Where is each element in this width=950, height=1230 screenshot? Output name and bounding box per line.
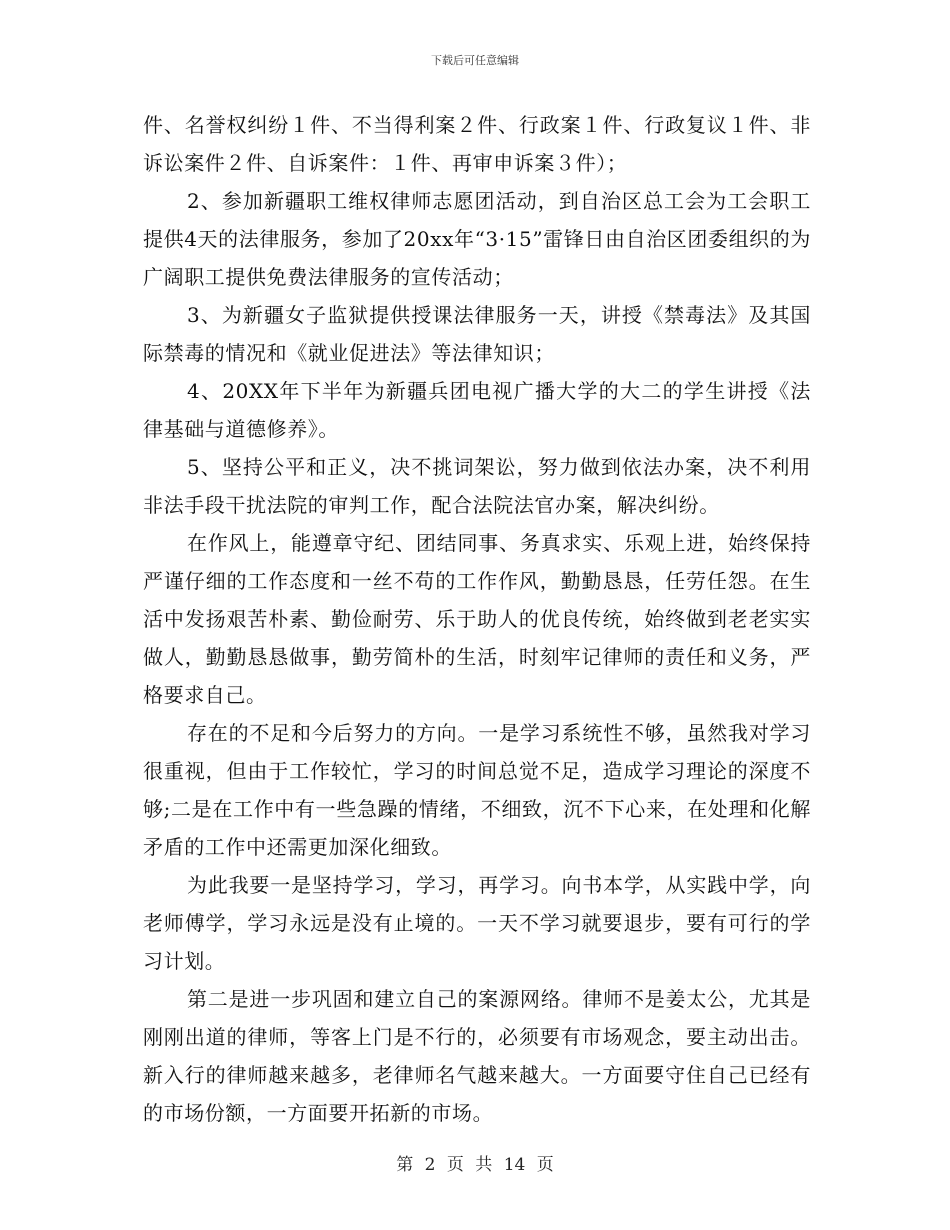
document-body <box>143 106 811 1132</box>
paragraph: 2、参加新疆职工维权律师志愿团活动，到自治区总工会为工会职工提供4天的法律服务，参加了20xx年“3·15”雷锋日由自治区团委组织的为广阔职工提供免费法律服务的宣传活动； <box>143 189 811 289</box>
paragraph: 3、为新疆女子监狱提供授课法律服务一天，讲授《禁毒法》及其国际禁毒的情况和《就业促进法》等法律知识； <box>143 303 811 365</box>
paragraph: 4、20XX年下半年为新疆兵团电视广播大学的大二的学生讲授《法律基础与道德修养》。 <box>143 379 811 441</box>
page-number-footer: 第 2 页 共 14 页 <box>396 1155 554 1175</box>
paragraph: 件、名誉权纠纷１件、不当得利案２件、行政案１件、行政复议１件、非诉讼案件２件、自诉案件：１件、再审申诉案３件）； <box>143 113 811 175</box>
page-header: 下载后可任意编辑 <box>431 54 519 67</box>
paragraph: 为此我要一是坚持学习，学习，再学习。向书本学，从实践中学，向老师傅学，学习永远是没有止境的。一天不学习就要退步，要有可行的学习计划。 <box>143 873 811 973</box>
paragraph: 存在的不足和今后努力的方向。一是学习系统性不够，虽然我对学习很重视，但由于工作较忙，学习的时间总觉不足，造成学习理论的深度不够;二是在工作中有一些急躁的情绪，不细致，沉不下心来，在处理和化解矛盾的工作中还需更加深化细致。 <box>143 721 811 859</box>
paragraph: 在作风上，能遵章守纪、团结同事、务真求实、乐观上进，始终保持严谨仔细的工作态度和一丝不苟的工作作风，勤勤恳恳，任劳任怨。在生活中发扬艰苦朴素、勤俭耐劳、乐于助人的优良传统，始终做到老老实实做人，勤勤恳恳做事，勤劳简朴的生活，时刻牢记律师的责任和义务，严格要求自己。 <box>143 531 811 707</box>
paragraph: 第二是进一步巩固和建立自己的案源网络。律师不是姜太公，尤其是刚刚出道的律师，等客上门是不行的，必须要有市场观念，要主动出击。新入行的律师越来越多，老律师名气越来越大。一方面要守住自己已经有的市场份额，一方面要开拓新的市场。 <box>143 987 811 1125</box>
paragraph: 5、坚持公平和正义，决不挑词架讼，努力做到依法办案，决不利用非法手段干扰法院的审判工作，配合法院法官办案，解决纠纷。 <box>143 455 811 517</box>
